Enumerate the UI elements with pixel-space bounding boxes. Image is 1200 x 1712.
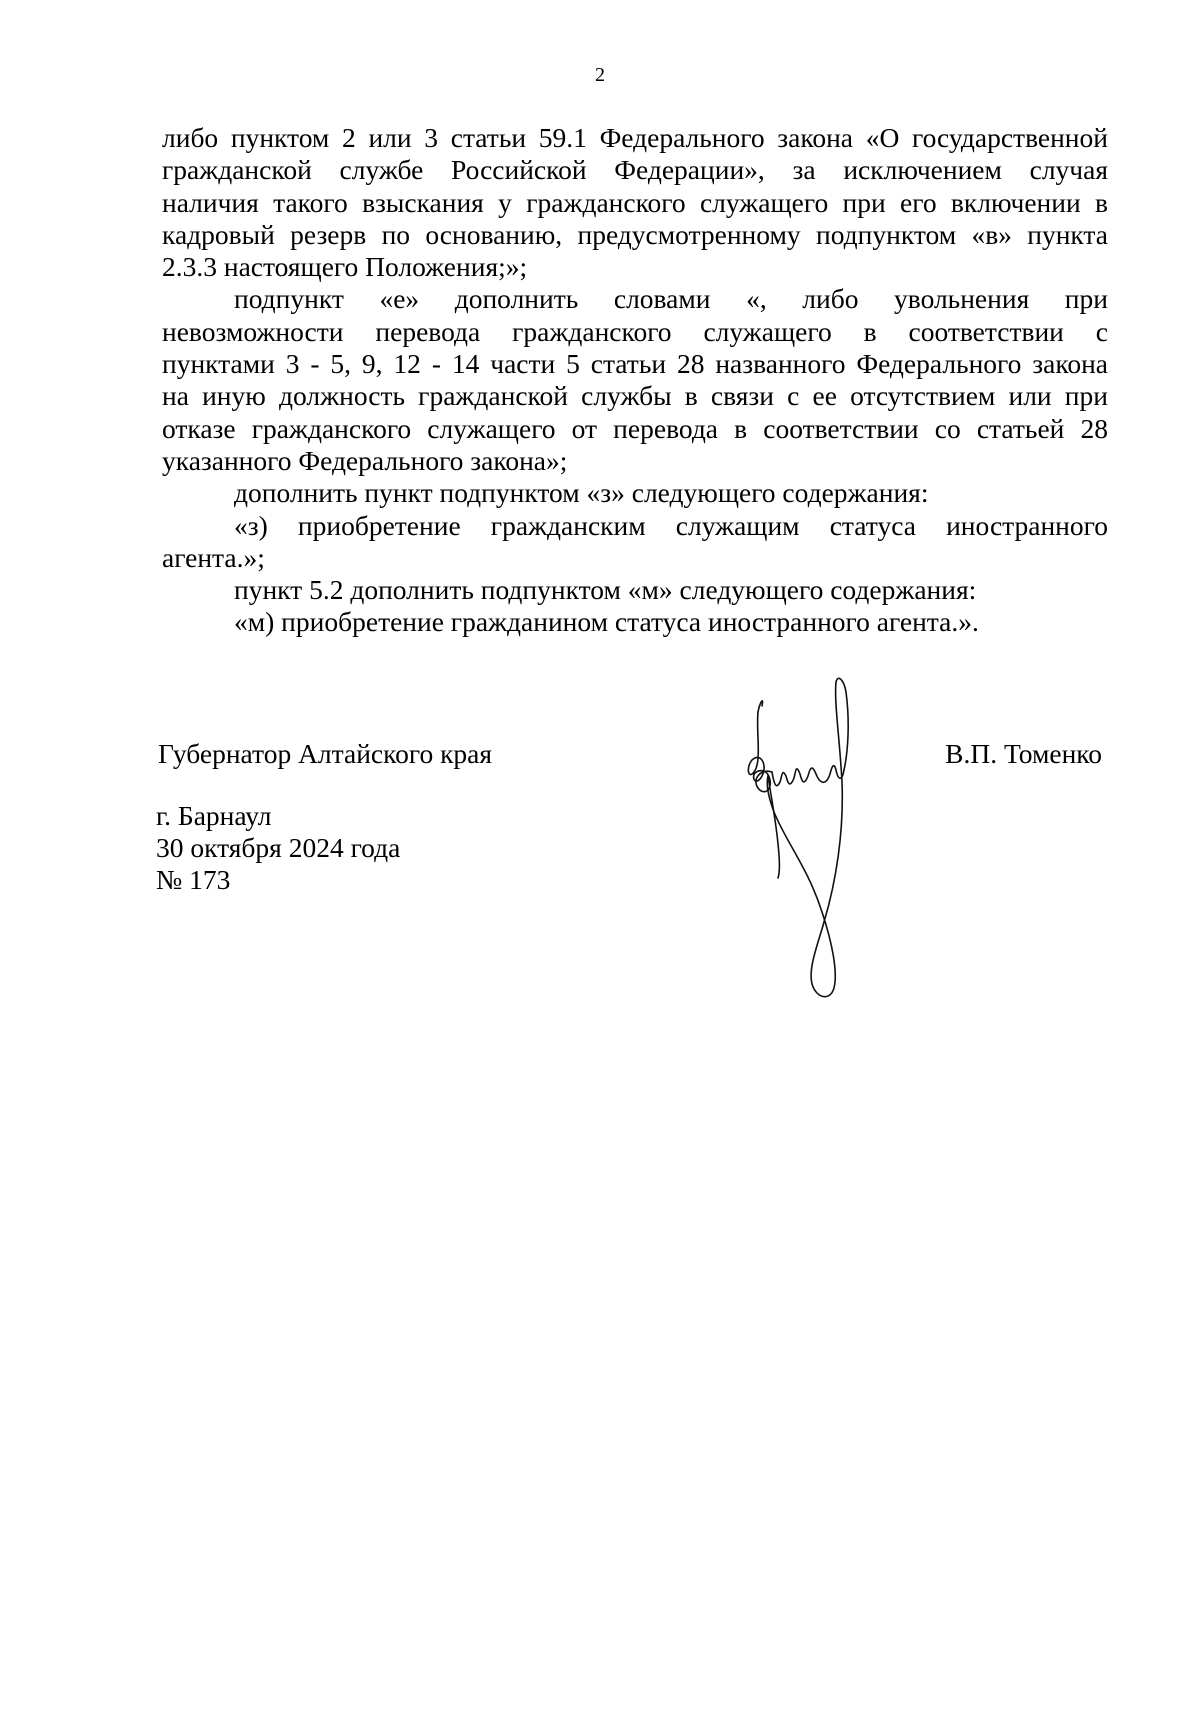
body-line: либо пунктом 2 или 3 статьи 59.1 Федерального закона «О государственной (162, 122, 1108, 153)
body-line: подпункт «е» дополнить словами «, либо увольнения при (234, 283, 1108, 315)
document-number: № 173 (156, 864, 231, 895)
body-line: пунктами 3 - 5, 9, 12 - 14 части 5 статьи 28 названного Федерального закона (162, 348, 1108, 380)
body-line: агента.»; (162, 541, 265, 573)
place-date-block (156, 800, 400, 896)
body-line: на иную должность гражданской службы в связи с ее отсутствием или при (162, 380, 1108, 412)
body-line: гражданской службе Российской Федерации», за исключением случая (162, 154, 1108, 186)
body-line: пункт 5.2 дополнить подпунктом «м» следующего содержания: (234, 574, 977, 606)
signer-title: Губернатор Алтайского края (158, 738, 493, 769)
signer-name: В.П. Томенко (945, 738, 1102, 769)
body-line: «з) приобретение гражданским служащим статуса иностранного (234, 509, 1108, 541)
handwritten-signature (738, 672, 880, 1012)
body-line: 2.3.3 настоящего Положения;»; (162, 251, 528, 283)
body-line: дополнить пункт подпунктом «з» следующего содержания: (234, 477, 929, 509)
body-line: наличия такого взыскания у гражданского служащего при его включении в (162, 186, 1108, 218)
body-line: невозможности перевода гражданского служащего в соответствии с (162, 315, 1108, 347)
body-line: указанного Федерального закона»; (162, 444, 568, 476)
body-line: отказе гражданского служащего от перевода в соответствии со статьей 28 (162, 412, 1108, 444)
date: 30 октября 2024 года (156, 832, 401, 863)
body-line: «м) приобретение гражданином статуса иностранного агента.». (234, 606, 979, 638)
document-body (162, 122, 1108, 639)
city: г. Барнаул (156, 800, 272, 831)
body-line: кадровый резерв по основанию, предусмотренному подпунктом «в» пункта (162, 218, 1108, 250)
page-number: 2 (595, 64, 605, 86)
